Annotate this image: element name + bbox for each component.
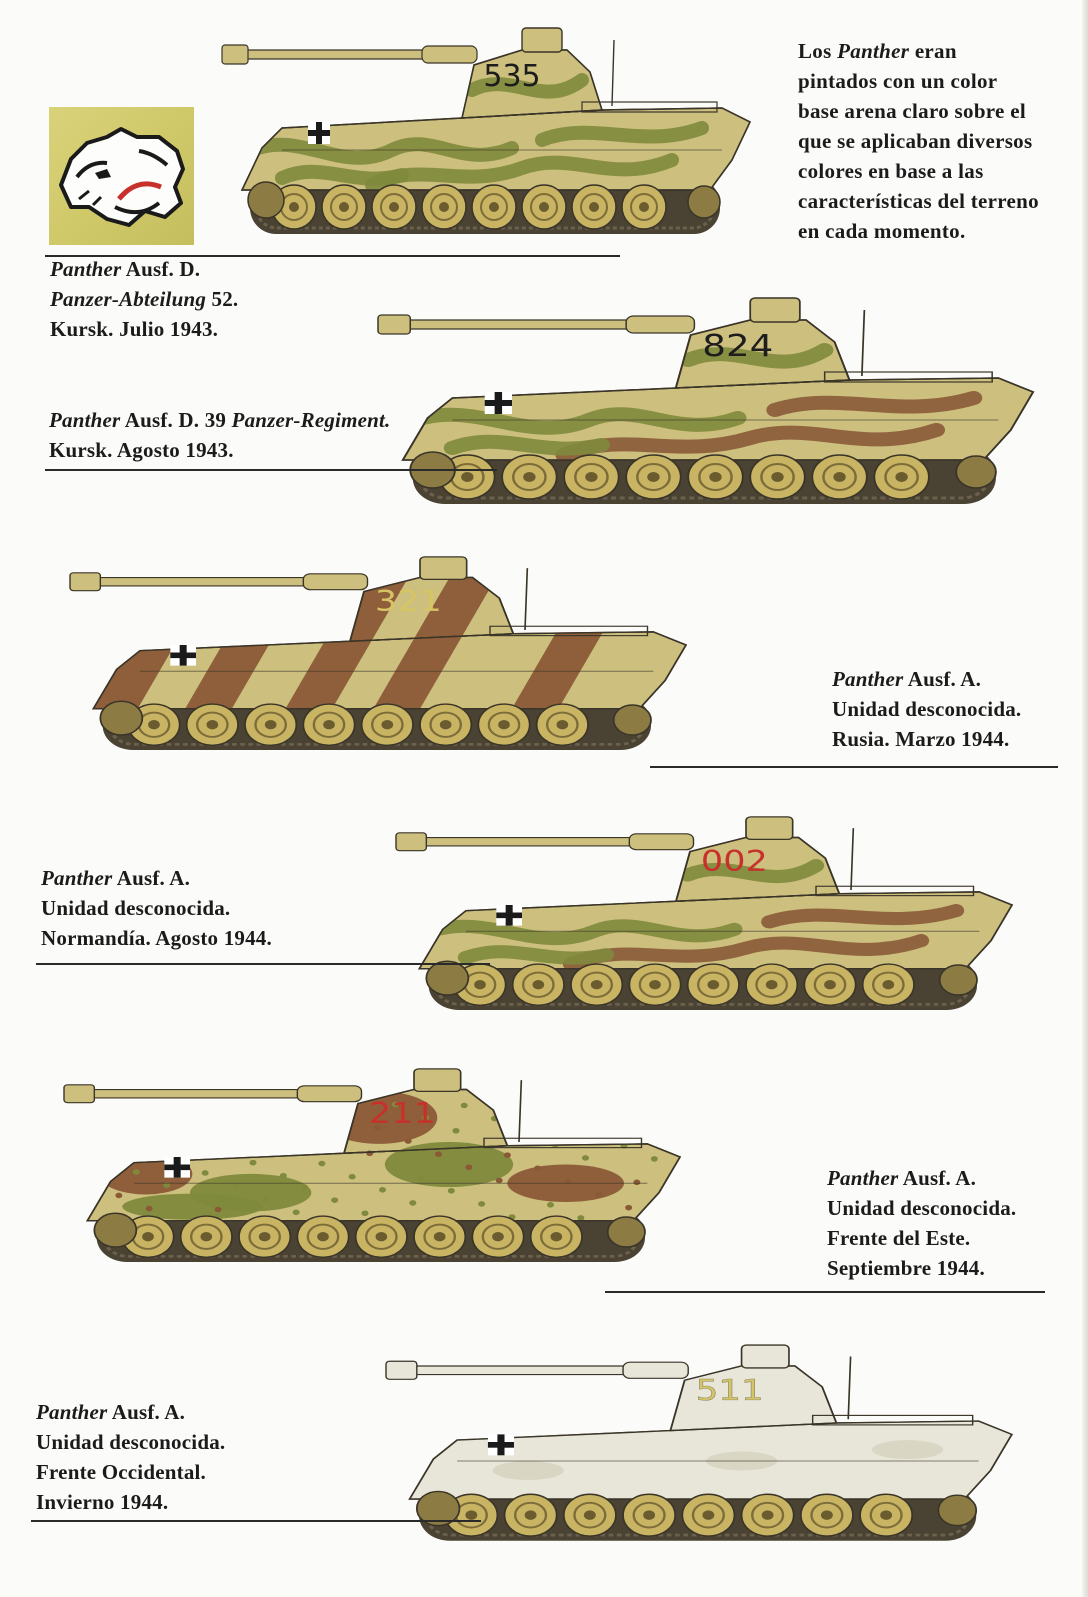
idler-wheel: [688, 186, 720, 218]
panther-tank-illustration: [64, 1052, 694, 1277]
tank-caption: Panther Ausf. A. Unidad desconocida. Rusia. Marzo 1944.: [832, 667, 1022, 751]
gun-barrel: [378, 315, 694, 334]
balkenkreuz-icon: [488, 1434, 514, 1455]
tank-profile: [396, 800, 1026, 1025]
tank-profile: [222, 10, 762, 250]
panther-tank-illustration: [378, 280, 1048, 520]
tank-profile: [386, 1328, 1026, 1556]
antenna: [862, 310, 864, 376]
balkenkreuz-icon: [485, 392, 512, 414]
idler-wheel: [956, 456, 996, 488]
antenna: [848, 1357, 850, 1420]
intro-line: pintados con un color: [798, 69, 998, 93]
commander-cupola: [742, 1345, 789, 1368]
page-edge: [1082, 0, 1088, 1597]
gun-barrel: [222, 45, 477, 64]
drive-sprocket: [426, 961, 468, 995]
commander-cupola: [750, 298, 800, 322]
idler-wheel: [938, 1495, 976, 1525]
panther-head-icon: [49, 107, 194, 245]
tank-number: 535: [483, 59, 541, 94]
commander-cupola: [522, 28, 562, 52]
commander-cupola: [420, 557, 467, 580]
tank-profile: [70, 540, 700, 765]
antenna: [612, 40, 614, 106]
tank-number: 002: [700, 846, 768, 879]
gun-barrel: [396, 833, 694, 851]
antenna: [525, 568, 527, 630]
panther-head-emblem: [49, 107, 194, 245]
tank-caption: Panther Ausf. A. Unidad desconocida. Frente Occidental. Invierno 1944.: [36, 1400, 226, 1514]
caption-rule: [31, 1520, 481, 1522]
caption-rule: [45, 469, 497, 471]
gun-barrel: [64, 1085, 362, 1103]
antenna: [851, 828, 853, 890]
panther-tank-illustration: [396, 800, 1026, 1025]
tank-caption: Panther Ausf. A. Unidad desconocida. Normandía. Agosto 1944.: [41, 866, 272, 950]
intro-line: que se aplicaban diversos: [798, 129, 1033, 153]
drive-sprocket: [248, 182, 284, 218]
tank-number: 824: [702, 328, 774, 364]
gun-barrel: [386, 1361, 688, 1379]
tank-profile: [64, 1052, 694, 1277]
tank-number: 511: [695, 1373, 764, 1408]
idler-wheel: [614, 705, 651, 735]
balkenkreuz-icon: [170, 645, 196, 666]
tank-number: 211: [368, 1098, 436, 1131]
commander-cupola: [414, 1069, 461, 1092]
balkenkreuz-icon: [164, 1157, 190, 1178]
caption-rule: [650, 766, 1058, 768]
panther-tank-illustration: [70, 540, 700, 765]
panther-tank-illustration: [386, 1328, 1026, 1556]
tank-caption: Panther Ausf. D. Panzer-Abteilung 52. Kursk. Julio 1943.: [50, 257, 239, 341]
antenna: [519, 1080, 521, 1142]
gun-barrel: [70, 573, 368, 591]
idler-wheel: [608, 1217, 645, 1247]
balkenkreuz-icon: [308, 122, 330, 144]
panther-tank-illustration: [222, 10, 762, 250]
drive-sprocket: [94, 1213, 136, 1247]
intro-line: en cada momento.: [798, 219, 966, 243]
caption-rule: [605, 1291, 1045, 1293]
commander-cupola: [746, 817, 793, 840]
tank-caption: Panther Ausf. D. 39 Panzer-Regiment. Kursk. Agosto 1943.: [49, 408, 391, 462]
caption-rule: [36, 963, 490, 965]
intro-line: características del terreno: [798, 189, 1039, 213]
intro-line: colores en base a las: [798, 159, 984, 183]
tank-number: 321: [374, 586, 442, 619]
idler-wheel: [940, 965, 977, 995]
intro-line: Los Panther eran: [798, 39, 957, 63]
balkenkreuz-icon: [496, 905, 522, 926]
drive-sprocket: [100, 701, 142, 735]
intro-paragraph: [798, 36, 1039, 246]
intro-line: base arena claro sobre el: [798, 99, 1026, 123]
tank-caption: Panther Ausf. A. Unidad desconocida. Frente del Este. Septiembre 1944.: [827, 1166, 1017, 1280]
tank-profile: [378, 280, 1048, 520]
